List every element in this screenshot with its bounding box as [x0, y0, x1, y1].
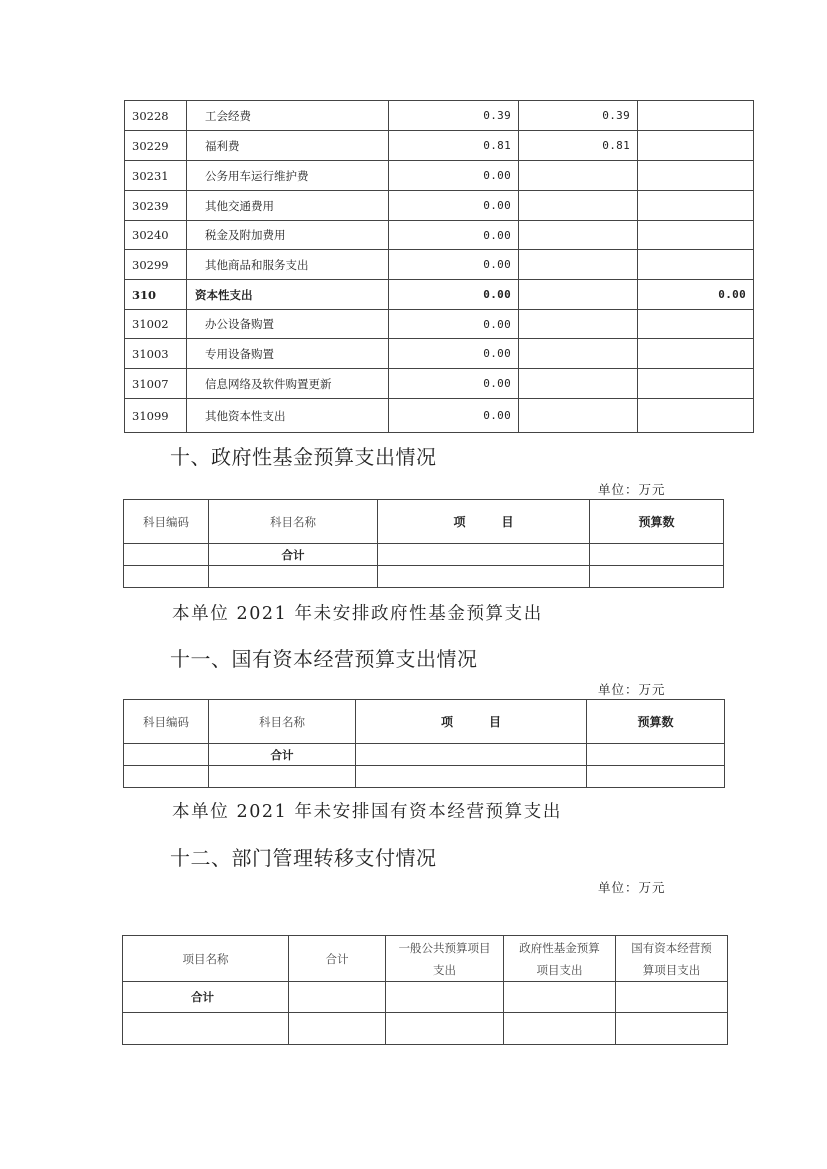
section11-heading: 十一、国有资本经营预算支出情况 — [170, 647, 478, 671]
table-cell — [386, 1013, 504, 1045]
name-cell: 税金及附加费用 — [187, 221, 389, 250]
basic-cell — [519, 161, 638, 191]
code-cell: 30229 — [125, 131, 187, 161]
table-cell — [289, 1013, 386, 1045]
basic-cell — [519, 369, 638, 399]
table-cell — [356, 766, 587, 788]
code-cell: 31002 — [125, 310, 187, 339]
table-row — [125, 161, 754, 191]
basic-cell: 0.39 — [519, 101, 638, 131]
table-row — [125, 221, 754, 250]
table-row — [125, 339, 754, 369]
amount-cell: 0.00 — [389, 310, 519, 339]
basic-cell — [519, 339, 638, 369]
section12-unit: 单位：万元 — [598, 880, 666, 895]
code-cell: 30239 — [125, 191, 187, 221]
table-cell — [289, 982, 386, 1013]
table-row — [125, 191, 754, 221]
table-row — [125, 250, 754, 280]
table-row — [125, 399, 754, 433]
table-header-row — [124, 700, 725, 744]
basic-cell: 0.81 — [519, 131, 638, 161]
header-project: 项目名称 — [123, 936, 289, 982]
project-cell — [638, 310, 754, 339]
table-cell — [378, 566, 590, 588]
code-cell: 30240 — [125, 221, 187, 250]
name-cell: 资本性支出 — [187, 280, 389, 310]
total-label: 合计 — [209, 744, 356, 766]
table-total-row — [123, 982, 728, 1013]
table-row — [125, 310, 754, 339]
table-cell — [386, 982, 504, 1013]
project-cell — [638, 369, 754, 399]
transfer-payment-table — [122, 935, 728, 1045]
header-general-line1: 一般公共预算项目 — [398, 940, 491, 955]
header-general — [386, 936, 504, 982]
header-state-line2: 算项目支出 — [642, 962, 701, 977]
table-total-row — [124, 744, 725, 766]
name-cell: 专用设备购置 — [187, 339, 389, 369]
table-cell — [590, 544, 724, 566]
header-fund — [504, 936, 616, 982]
code-cell: 30228 — [125, 101, 187, 131]
amount-cell: 0.39 — [389, 101, 519, 131]
table-row — [125, 369, 754, 399]
code-cell: 31099 — [125, 399, 187, 433]
header-item: 项 目 — [356, 700, 587, 744]
name-cell: 其他商品和服务支出 — [187, 250, 389, 280]
amount-cell: 0.00 — [389, 191, 519, 221]
table-header-row — [123, 936, 728, 982]
section11-note: 本单位 2021 年未安排国有资本经营预算支出 — [172, 802, 562, 822]
amount-cell: 0.81 — [389, 131, 519, 161]
header-budget: 预算数 — [587, 700, 725, 744]
project-cell — [638, 399, 754, 433]
section10-unit: 单位：万元 — [598, 482, 666, 497]
name-cell: 信息网络及软件购置更新 — [187, 369, 389, 399]
basic-cell — [519, 250, 638, 280]
code-cell: 31007 — [125, 369, 187, 399]
amount-cell: 0.00 — [389, 339, 519, 369]
total-label: 合计 — [123, 982, 289, 1013]
header-name: 科目名称 — [209, 700, 356, 744]
project-cell — [638, 250, 754, 280]
basic-cell — [519, 191, 638, 221]
name-cell: 公务用车运行维护费 — [187, 161, 389, 191]
project-cell — [638, 221, 754, 250]
header-fund-line2: 项目支出 — [536, 962, 583, 977]
project-cell: 0.00 — [638, 280, 754, 310]
table-cell — [124, 544, 209, 566]
table-row — [125, 131, 754, 161]
header-fund-line1: 政府性基金预算 — [519, 940, 600, 955]
name-cell: 其他资本性支出 — [187, 399, 389, 433]
amount-cell: 0.00 — [389, 221, 519, 250]
table-cell — [587, 744, 725, 766]
table-row — [123, 1013, 728, 1045]
table-cell — [123, 1013, 289, 1045]
table-cell — [209, 566, 378, 588]
project-cell — [638, 161, 754, 191]
table-cell — [124, 766, 209, 788]
state-capital-table — [123, 699, 725, 788]
total-label: 合计 — [209, 544, 378, 566]
header-total: 合计 — [289, 936, 386, 982]
header-code: 科目编码 — [124, 500, 209, 544]
section12-heading: 十二、部门管理转移支付情况 — [170, 846, 437, 870]
expense-table — [124, 100, 754, 433]
expense-table-body — [125, 101, 754, 433]
table-cell — [504, 982, 616, 1013]
header-state — [616, 936, 728, 982]
table-cell — [587, 766, 725, 788]
code-cell: 310 — [125, 280, 187, 310]
header-item: 项 目 — [378, 500, 590, 544]
table-header-row — [124, 500, 724, 544]
table-cell — [209, 766, 356, 788]
table-cell — [590, 566, 724, 588]
header-general-line2: 支出 — [433, 962, 456, 977]
name-cell: 其他交通费用 — [187, 191, 389, 221]
header-budget: 预算数 — [590, 500, 724, 544]
basic-cell — [519, 310, 638, 339]
section10-heading: 十、政府性基金预算支出情况 — [170, 445, 437, 469]
table-total-row — [124, 544, 724, 566]
header-code: 科目编码 — [124, 700, 209, 744]
amount-cell: 0.00 — [389, 369, 519, 399]
project-cell — [638, 339, 754, 369]
table-row — [124, 766, 725, 788]
header-name: 科目名称 — [209, 500, 378, 544]
amount-cell: 0.00 — [389, 250, 519, 280]
table-cell — [356, 744, 587, 766]
amount-cell: 0.00 — [389, 280, 519, 310]
table-row — [125, 101, 754, 131]
table-cell — [616, 982, 728, 1013]
code-cell: 30231 — [125, 161, 187, 191]
table-cell — [378, 544, 590, 566]
code-cell: 30299 — [125, 250, 187, 280]
section10-note: 本单位 2021 年未安排政府性基金预算支出 — [172, 604, 543, 624]
amount-cell: 0.00 — [389, 399, 519, 433]
name-cell: 福利费 — [187, 131, 389, 161]
fund-budget-table — [123, 499, 724, 588]
section11-unit: 单位：万元 — [598, 682, 666, 697]
basic-cell — [519, 280, 638, 310]
project-cell — [638, 131, 754, 161]
table-cell — [504, 1013, 616, 1045]
amount-cell: 0.00 — [389, 161, 519, 191]
project-cell — [638, 191, 754, 221]
name-cell: 工会经费 — [187, 101, 389, 131]
project-cell — [638, 101, 754, 131]
table-row — [125, 280, 754, 310]
table-cell — [124, 566, 209, 588]
basic-cell — [519, 399, 638, 433]
table-cell — [616, 1013, 728, 1045]
table-cell — [124, 744, 209, 766]
name-cell: 办公设备购置 — [187, 310, 389, 339]
table-row — [124, 566, 724, 588]
code-cell: 31003 — [125, 339, 187, 369]
header-state-line1: 国有资本经营预 — [631, 940, 712, 955]
basic-cell — [519, 221, 638, 250]
